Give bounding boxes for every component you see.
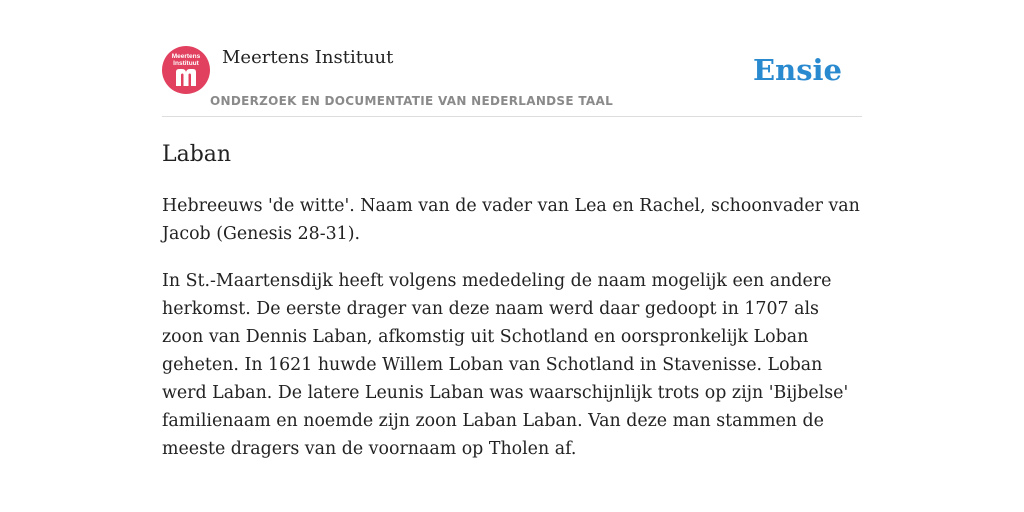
entry-paragraph: In St.-Maartensdijk heeft volgens mededeling de naam mogelijk een andere herkomst. De eerste drager van deze naam werd daar gedoopt in 1707 als zoon van Dennis Laban, afkomstig uit Schotland en oorspronkelijk Loban geheten. In 1621 huwde Willem Loban van Schotland in Stavenisse. Loban werd Laban. De latere Leunis Laban was waarschijnlijk trots op zijn 'Bijbelse' familienaam en noemde zijn zoon Laban Laban. Van deze man stammen de meeste dragers van de voornaam op Tholen af.: [162, 271, 849, 459]
entry-content: [162, 192, 864, 482]
ensie-logo[interactable]: Ensie: [753, 53, 842, 87]
entry-title: Laban: [162, 142, 232, 167]
logo-m-icon: [174, 67, 198, 87]
meertens-logo[interactable]: [162, 46, 210, 94]
org-tagline: ONDERZOEK EN DOCUMENTATIE VAN NEDERLANDSE TAAL: [210, 94, 614, 108]
org-name[interactable]: Meertens Instituut: [222, 47, 394, 68]
site-header: [162, 46, 862, 117]
logo-text: Meertens Instituut: [171, 53, 201, 67]
entry-paragraph: Hebreeuws 'de witte'. Naam van de vader van Lea en Rachel, schoonvader van Jacob (Genesis 28-31).: [162, 196, 860, 244]
